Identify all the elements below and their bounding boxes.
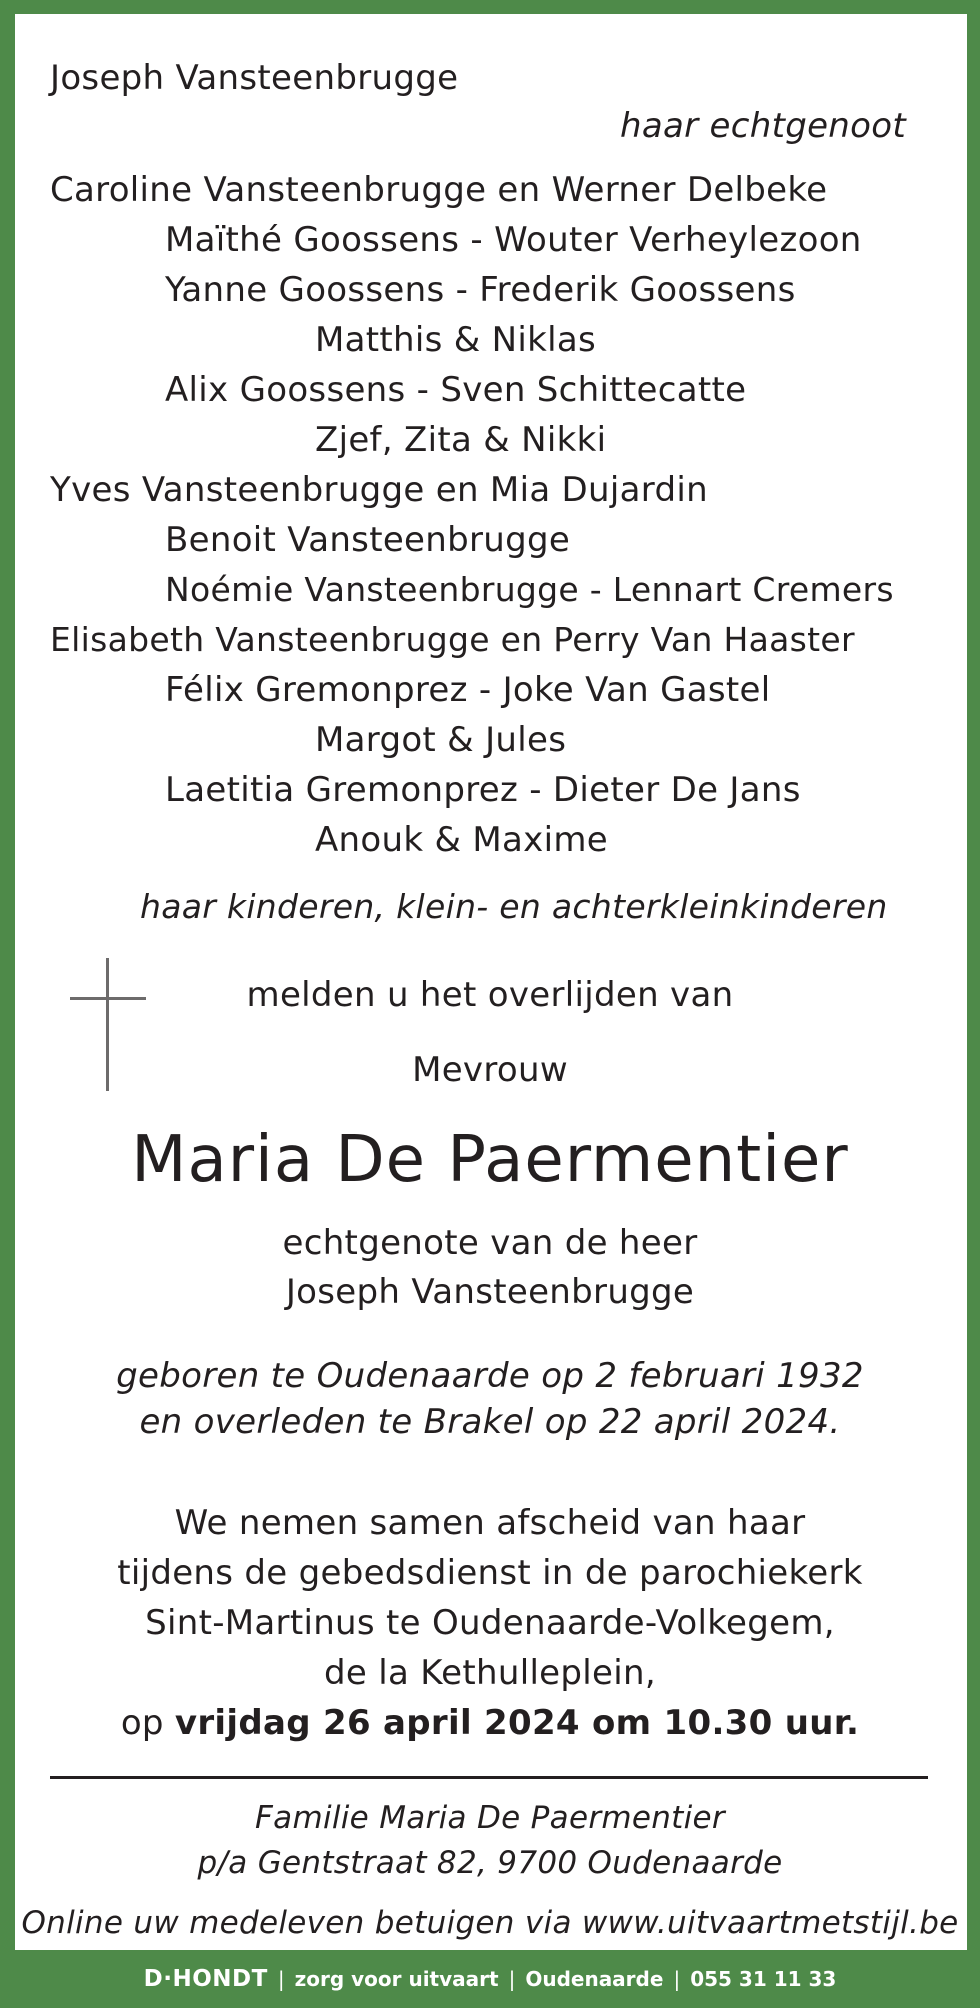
service-line-1: We nemen samen afscheid van haar [174, 1503, 806, 1543]
service-line-4: de la Kethulleplein, [324, 1653, 656, 1693]
footer-separator: | [277, 1967, 285, 1991]
family-line: Félix Gremonprez - Joke Van Gastel [165, 670, 771, 710]
family-line: Noémie Vansteenbrugge - Lennart Cremers [165, 570, 894, 609]
service-line-3: Sint-Martinus te Oudenaarde-Volkegem, [145, 1603, 835, 1643]
spouse-name: Joseph Vansteenbrugge [50, 58, 459, 98]
footer-tagline: zorg voor uitvaart [294, 1967, 499, 1991]
family-line: Anouk & Maxime [315, 820, 608, 860]
deceased-name: Maria De Paermentier [131, 1123, 849, 1197]
family-line: Maïthé Goossens - Wouter Verheylezoon [165, 220, 862, 260]
family-line: Laetitia Gremonprez - Dieter De Jans [165, 770, 801, 810]
family-line: Margot & Jules [315, 720, 567, 760]
contact-family: Familie Maria De Paermentier [255, 1800, 725, 1836]
family-line: Yanne Goossens - Frederik Goossens [165, 270, 796, 310]
divider [50, 1776, 928, 1779]
service-date [0, 1703, 980, 1743]
spouse-line-2: Joseph Vansteenbrugge [285, 1272, 695, 1312]
family-line: Matthis & Niklas [315, 320, 597, 360]
announcement-intro: melden u het overlijden van [246, 975, 734, 1015]
family-relation: haar kinderen, klein- en achterkleinkinderen [140, 887, 888, 926]
footer-phone: 055 31 11 33 [690, 1967, 837, 1991]
footer-bar [0, 1950, 980, 2008]
death-line: en overleden te Brakel op 22 april 2024. [139, 1402, 841, 1442]
spouse-line-1: echtgenote van de heer [282, 1223, 698, 1263]
footer-separator: | [508, 1967, 516, 1991]
spouse-role: haar echtgenoot [620, 106, 906, 146]
family-line: Alix Goossens - Sven Schittecatte [165, 370, 747, 410]
family-line: Zjef, Zita & Nikki [315, 420, 607, 460]
service-date-prefix: op [120, 1703, 164, 1743]
family-line: Elisabeth Vansteenbrugge en Perry Van Haaster [50, 620, 855, 659]
footer-city: Oudenaarde [525, 1967, 664, 1991]
footer-separator: | [673, 1967, 681, 1991]
contact-online: Online uw medeleven betuigen via www.uitvaartmetstijl.be [21, 1905, 959, 1941]
birth-line: geboren te Oudenaarde op 2 februari 1932 [116, 1356, 864, 1396]
announcement-title: Mevrouw [412, 1050, 568, 1090]
service-line-2: tijdens de gebedsdienst in de parochiekerk [117, 1553, 863, 1593]
contact-address: p/a Gentstraat 82, 9700 Oudenaarde [197, 1845, 783, 1881]
family-line: Benoit Vansteenbrugge [165, 520, 571, 560]
brand-logo: D·HONDT [143, 1966, 268, 1992]
family-line: Yves Vansteenbrugge en Mia Dujardin [50, 470, 708, 510]
service-date-value: vrijdag 26 april 2024 om 10.30 uur. [174, 1703, 860, 1743]
family-line: Caroline Vansteenbrugge en Werner Delbeke [50, 170, 828, 210]
